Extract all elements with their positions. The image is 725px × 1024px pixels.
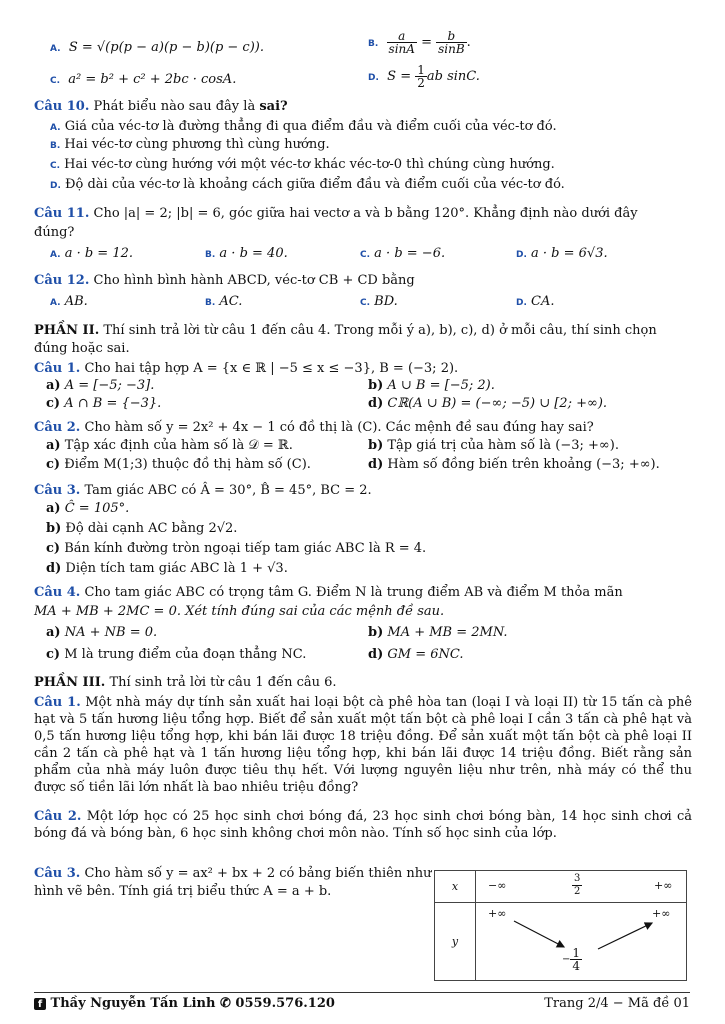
q10-option-a: A. Giá của véc-tơ là đường thẳng đi qua điểm đầu và điểm cuối của véc-tơ đó. <box>50 119 557 134</box>
bbt-y-right: +∞ <box>652 907 671 920</box>
q10-option-d: D. Độ dài của véc-tơ là khoảng cách giữa điểm đầu và điểm cuối của véc-tơ đó. <box>50 177 565 192</box>
part2-heading: PHẦN II. Thí sinh trả lời từ câu 1 đến câu 4. Trong mỗi ý a), b), c), d) ở mỗi câu, thí sinh chọn <box>34 323 657 338</box>
p2q4-stem: Câu 4. Cho tam giác ABC có trọng tâm G. Điểm N là trung điểm AB và điểm M thỏa mãn <box>34 585 623 600</box>
p2q2-stem: Câu 2. Cho hàm số y = 2x² + 4x − 1 có đồ thị là (C). Các mệnh đề sau đúng hay sai? <box>34 420 594 435</box>
bbt-arrow-down <box>514 921 564 947</box>
q11-option-a: A. a · b = 12. <box>50 246 134 261</box>
p2q3-a: a) Ĉ = 105°. <box>46 501 130 516</box>
q10-option-b: B. Hai véc-tơ cùng phương thì cùng hướng. <box>50 137 330 152</box>
q12-stem: Câu 12. Cho hình bình hành ABCD, véc-tơ CB + CD bằng <box>34 273 415 288</box>
p2q2-b: b) Tập giá trị của hàm số là (−3; +∞). <box>368 438 619 453</box>
p2q2-a: a) Tập xác định của hàm số là 𝒟 = ℝ. <box>46 438 293 453</box>
p2q1-b: b) A ∪ B = [−5; 2). <box>368 378 495 393</box>
q10-option-c: C. Hai véc-tơ cùng hướng với một véc-tơ khác véc-tơ-0 thì chúng cùng hướng. <box>50 157 555 172</box>
q11-option-b: B. a · b = 40. <box>205 246 288 261</box>
p2q3-b: b) Độ dài cạnh AC bằng 2√2. <box>46 521 238 536</box>
p2q2-d: d) Hàm số đồng biến trên khoảng (−3; +∞). <box>368 457 660 472</box>
bbt-y-min: − $\frac{1}{4}$ <box>562 946 581 973</box>
p2q2-c: c) Điểm M(1;3) thuộc đồ thị hàm số (C). <box>46 457 311 472</box>
q9-option-a: A. S = √(p(p − a)(p − b)(p − c)). <box>50 40 264 55</box>
bbt-x-right: +∞ <box>654 879 673 892</box>
footer-page: Trang 2/4 − Mã đề 01 <box>544 996 690 1011</box>
p2q4-d: d) GM = 6NC. <box>368 647 464 662</box>
bbt-y-row <box>476 903 687 981</box>
variation-table <box>434 870 687 981</box>
bbt-x-mid: $\frac{3}{2}$ <box>574 873 581 897</box>
q12-option-d: D. CA. <box>516 294 555 309</box>
q11-option-c: C. a · b = −6. <box>360 246 446 261</box>
facebook-icon: f <box>34 998 46 1010</box>
q11-option-d: D. a · b = 6√3. <box>516 246 608 261</box>
part3-heading: PHẦN III. Thí sinh trả lời từ câu 1 đến câu 6. <box>34 675 337 690</box>
bbt-arrow-up <box>598 923 652 949</box>
p2q4-c: c) M là trung điểm của đoạn thẳng NC. <box>46 647 307 662</box>
p3q2: Câu 2. Một lớp học có 25 học sinh chơi bóng đá, 23 học sinh chơi bóng bàn, 14 học sinh chơi cả bóng đá và bóng bàn, 6 học sinh không chơi môn nào. Tính số học sinh của lớp. <box>34 809 692 841</box>
bbt-x-label: x <box>435 871 476 903</box>
bbt-y-left: +∞ <box>488 907 507 920</box>
q12-option-c: C. BD. <box>360 294 398 309</box>
phone-icon: ✆ <box>219 996 231 1011</box>
part2-heading-cont: đúng hoặc sai. <box>34 341 130 356</box>
p2q1-a: a) A = [−5; −3]. <box>46 378 155 393</box>
p2q3-c: c) Bán kính đường tròn ngoại tiếp tam giác ABC là R = 4. <box>46 541 427 556</box>
q9-option-d: D. S = $\frac{1}{2}$ ab sinC. <box>368 63 480 90</box>
p2q3-d: d) Diện tích tam giác ABC là 1 + √3. <box>46 561 288 576</box>
p2q1-d: d) Cℝ(A ∪ B) = (−∞; −5) ∪ [2; +∞). <box>368 396 608 411</box>
q10-stem: Câu 10. Phát biểu nào sau đây là sai? <box>34 99 288 114</box>
footer-divider <box>34 992 690 993</box>
p2q4-stem-cont: MA + MB + 2MC = 0. Xét tính đúng sai của các mệnh đề sau. <box>34 604 445 619</box>
p2q1-c: c) A ∩ B = {−3}. <box>46 396 162 411</box>
q12-option-a: A. AB. <box>50 294 88 309</box>
p2q1-stem: Câu 1. Cho hai tập hợp A = {x ∈ ℝ | −5 ≤ x ≤ −3}, B = (−3; 2). <box>34 361 459 376</box>
p2q4-b: b) MA + MB = 2MN. <box>368 625 508 640</box>
q9-option-c: C. a² = b² + c² + 2bc · cosA. <box>50 72 237 87</box>
bbt-y-label: y <box>435 903 476 981</box>
q11-stem: Câu 11. Cho |a| = 2; |b| = 6, góc giữa hai vectơ a và b bằng 120°. Khẳng định nào dưới đây <box>34 206 638 221</box>
q9-option-b: B. $\frac{a}{\sin A}$ = $\frac{b}{\sin B}$ . <box>368 29 471 56</box>
p2q3-stem: Câu 3. Tam giác ABC có Â = 30°, B̂ = 45°, BC = 2. <box>34 483 372 498</box>
p2q4-a: a) NA + NB = 0. <box>46 625 158 640</box>
p3q1: Câu 1. Một nhà máy dự tính sản xuất hai loại bột cà phê hòa tan (loại I và loại II) từ 15 tấn cà phê hạt và 5 tấn hương liệu tổng hợp. Biết để sản xuất một tấn bột cà phê loại I cần 3 tấn cà phê hạt và 0,5 tấn hương liệu tổng hợp, khi bán lãi được 18 triệu đồng. Để sản xuất một tấn bột cà phê loại II cần 2 tấn cà phê hạt và 1 tấn hương liệu tổng hợp, khi bán lãi được 14 triệu đồng. Biết rằng sản phẩm của nhà máy luôn được tiêu thụ hết. Với lượng nguyên liệu như trên, nhà máy có thể thu được số tiền lãi lớn nhất là bao nhiêu triệu đồng? <box>34 695 692 795</box>
p3q3-stem: Câu 3. Cho hàm số y = ax² + bx + 2 có bảng biến thiên như <box>34 866 432 881</box>
q12-option-b: B. AC. <box>205 294 243 309</box>
q11-stem-cont: đúng? <box>34 225 75 240</box>
bbt-x-left: −∞ <box>488 879 507 892</box>
p3q3-stem-cont: hình vẽ bên. Tính giá trị biểu thức A = a + b. <box>34 884 332 899</box>
bbt-x-row <box>476 871 687 903</box>
footer-author: f Thầy Nguyễn Tấn Linh ✆ 0559.576.120 <box>34 996 335 1011</box>
